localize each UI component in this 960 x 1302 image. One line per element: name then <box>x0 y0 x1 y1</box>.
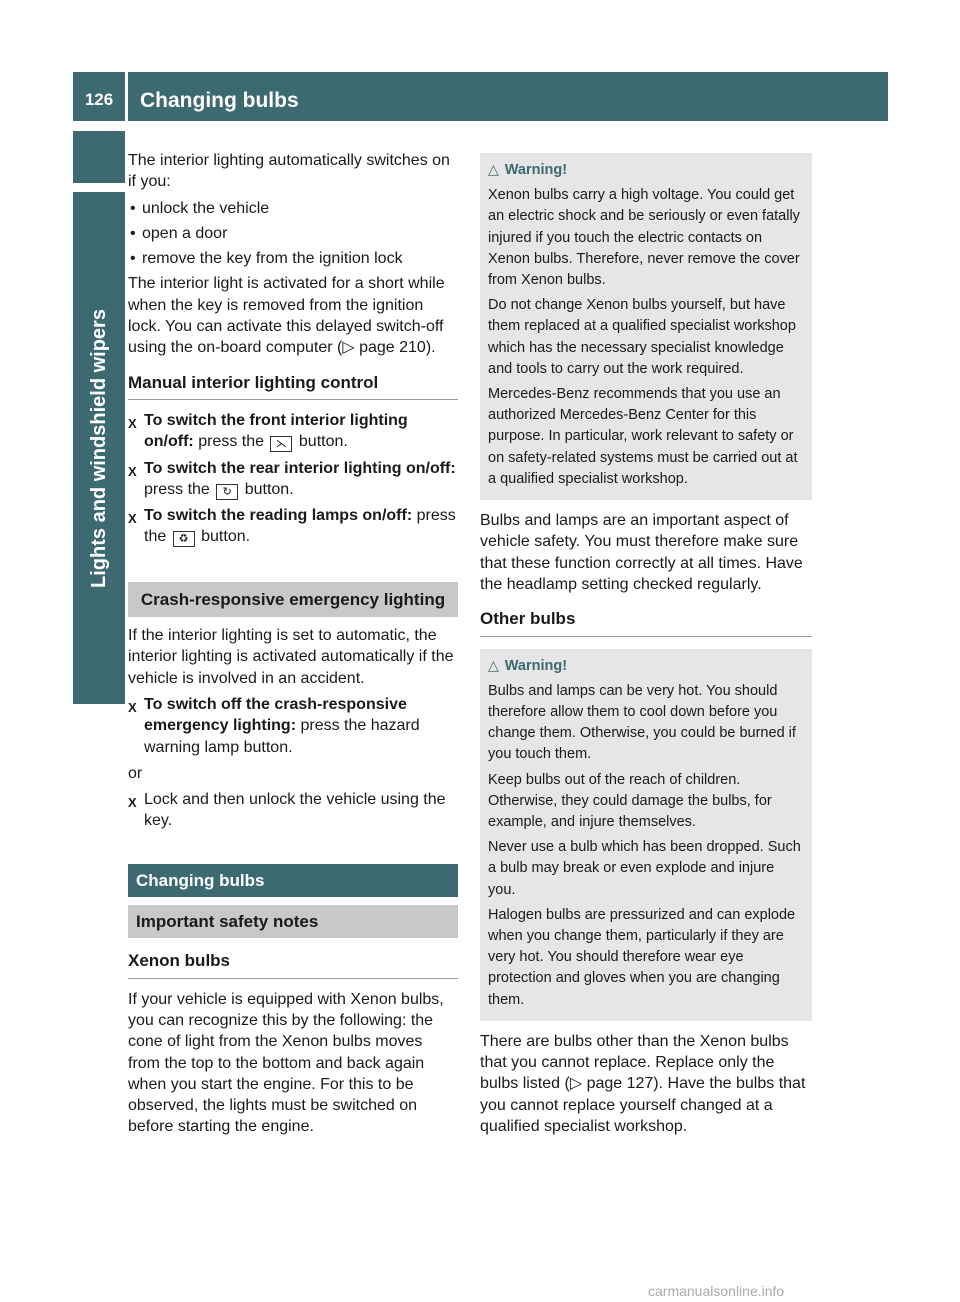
warning-text: Xenon bulbs carry a high voltage. You could get an electric shock and be seriously or even fatally injured if you touch the electric contacts on Xenon bulbs. Therefore, never remove the cover from Xenon bulbs. <box>488 187 800 289</box>
step-marker-icon: X <box>128 511 137 527</box>
step-marker-icon: X <box>128 795 137 811</box>
step-lock-unlock: X Lock and then unlock the vehicle using the key. <box>128 791 446 830</box>
watermark: carmanualsonline.info <box>648 1283 785 1299</box>
bullet-list <box>128 198 458 270</box>
warning-box-hot-bulbs <box>480 649 812 1021</box>
header-divider <box>125 72 128 121</box>
warning-text: Do not change Xenon bulbs yourself, but have them replaced at a qualified specialist workshop which has the necessary specialist knowledge and tools to carry out the work required. <box>488 297 796 377</box>
side-block <box>73 131 125 183</box>
warning-text: Halogen bulbs are pressurized and can explode when you change them, particularly if they are very hot. You should therefore wear eye protection and gloves when you are changing them. <box>488 906 796 1008</box>
bulb-safety-text: Bulbs and lamps are an important aspect of vehicle safety. You must therefore make sure that these function correctly at all times. Have the headlamp setting checked regularly. <box>480 512 803 593</box>
crash-lighting-text: If the interior lighting is set to automatic, the interior lighting is activated automatically if the vehicle is involved in an accident. <box>128 627 454 687</box>
step-reading-lamps: X To switch the reading lamps on/off: press the ♻ button. <box>128 507 456 546</box>
warning-text: Bulbs and lamps can be very hot. You should therefore allow them to cool down before you change them. Otherwise, you could be burned if you touch them. <box>488 682 796 763</box>
warning-icon: △ <box>488 161 499 177</box>
step-marker-icon: X <box>128 463 137 479</box>
safety-notes-heading: Important safety notes <box>128 905 458 938</box>
warning-text: Keep bulbs out of the reach of children. Otherwise, they could damage the bulbs, for example, and injure themselves. <box>488 771 772 830</box>
or-text: or <box>128 764 143 782</box>
warning-icon: △ <box>488 656 499 673</box>
step-rear-lighting: X To switch the rear interior lighting on/off: press the ↻ button. <box>128 459 456 498</box>
intro-text: The interior lighting automatically switches on if you: <box>128 152 450 191</box>
page-title: Changing bulbs <box>140 89 299 112</box>
warning-text: Mercedes-Benz recommends that you use an authorized Mercedes-Benz Center for this purpose. In particular, work relevant to safety or on safety-related systems must be carried out at a qualified specialist workshop. <box>488 386 798 487</box>
manual-lighting-heading: Manual interior lighting control <box>128 364 458 400</box>
step-marker-icon: X <box>128 699 137 715</box>
warning-title: △ Warning! <box>488 159 804 181</box>
left-column <box>128 150 458 1143</box>
right-column <box>480 153 812 1142</box>
step-crash-off: X To switch off the crash-responsive emergency lighting: press the hazard warning lamp button. <box>128 695 420 756</box>
delayed-switch-off-text: The interior light is activated for a short while when the key is removed from the ignition lock. You can activate this delayed switch-off using the on-board computer (▷ page 210). <box>128 275 445 357</box>
list-item: • remove the key from the ignition lock <box>128 248 458 269</box>
changing-bulbs-heading: Changing bulbs <box>128 864 458 897</box>
warning-text: Never use a bulb which has been dropped. Such a bulb may break or even explode and injure you. <box>488 839 801 898</box>
step-marker-icon: X <box>128 415 137 431</box>
page-number: 126 <box>84 90 114 109</box>
xenon-bulbs-heading: Xenon bulbs <box>128 942 458 978</box>
other-bulbs-heading: Other bulbs <box>480 600 812 636</box>
rear-light-button-icon: ↻ <box>216 484 238 500</box>
list-item: • open a door <box>128 223 458 244</box>
list-item: • unlock the vehicle <box>128 198 458 219</box>
reading-lamp-button-icon: ♻ <box>173 531 195 547</box>
front-light-button-icon: ⋋ <box>270 436 292 452</box>
side-tab-label: Lights and windshield wipers <box>87 308 110 588</box>
warning-title: △ Warning! <box>488 655 804 677</box>
warning-box-xenon <box>480 153 812 500</box>
other-bulbs-text: There are bulbs other than the Xenon bulbs that you cannot replace. Replace only the bulbs listed (▷ page 127). Have the bulbs that you cannot replace yourself changed at a qualified specialist workshop. <box>480 1032 806 1135</box>
crash-lighting-heading: Crash-responsive emergency lighting <box>128 582 458 617</box>
xenon-bulbs-text: If your vehicle is equipped with Xenon bulbs, you can recognize this by the following: the cone of light from the Xenon bulbs moves from the top to the bottom and back again when you start the engine. For this to be observed, the lights must be switched on before starting the engine. <box>128 990 444 1136</box>
step-front-lighting: X To switch the front interior lighting on/off: press the ⋋ button. <box>128 411 408 451</box>
